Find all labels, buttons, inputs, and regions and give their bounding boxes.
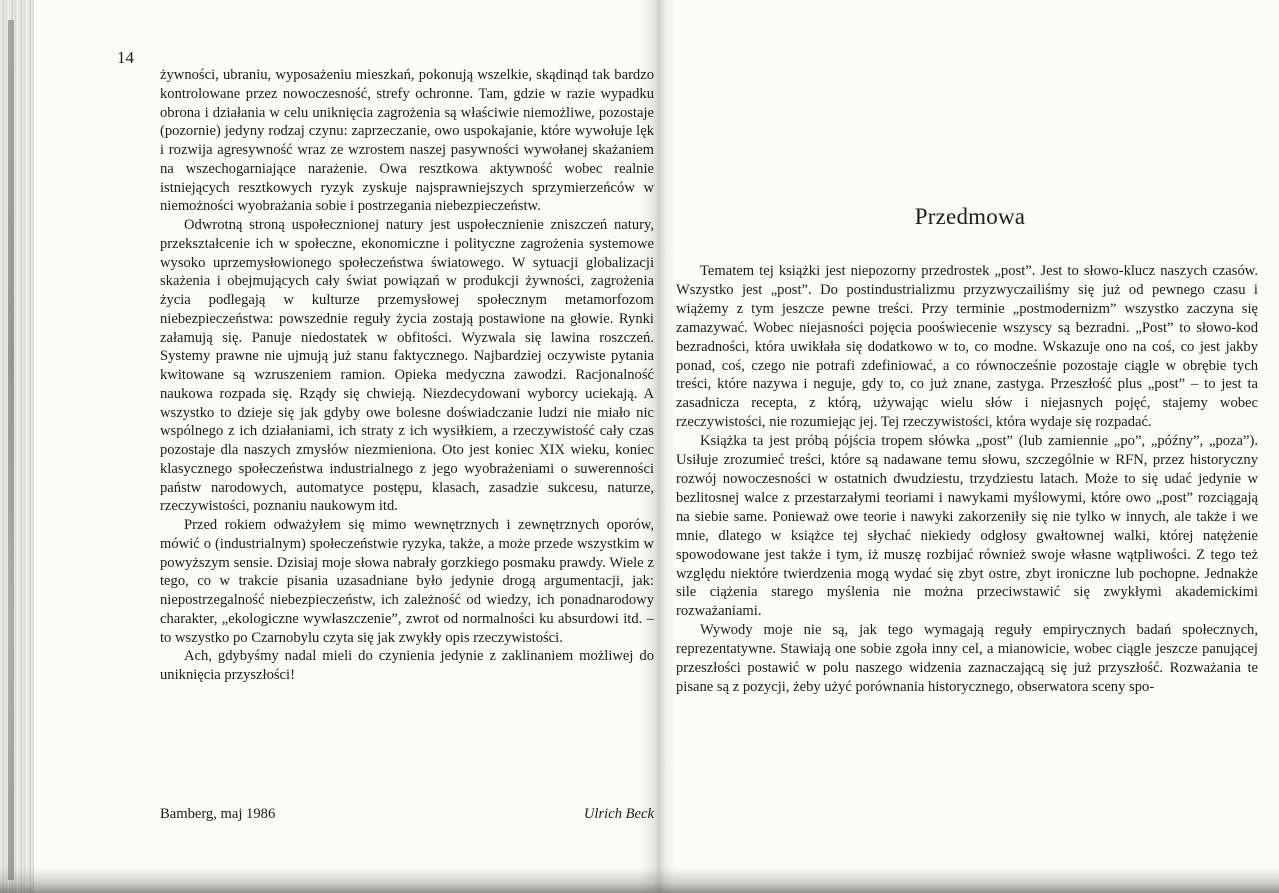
scan-bottom-shadow <box>0 868 1279 893</box>
right-paragraph-1: Tematem tej książki jest niepozorny przedrostek „post”. Jest to słowo-klucz naszych czasów. Wszystko jest „post”. Do postindustrializmu przyzwyczailiśmy się już od pewnego czasu i wiążemy z tym jeszcze pewne treści. Przy terminie „postmodernizm” wszystko zaczyna się zamazywać. Wobec niejasności pojęcia poоświecenie wszyscy są bezradni. „Post” to słowo-kod bezradności, która uwikłała się dodatkowo w to, co modne. Wskazuje ono na coś, co jest jakby ponad, coś, czego nie potrafi zdefiniować, a co równocześnie pozostaje ciągle w obrębie tych treści, które nazywa i neguje, gdy to, co już znane, zastyga. Przeszłość plus „post” – to jest ta zasadnicza recepta, z którą, używając wielu słów i niejasnych pojęć, stajemy wobec rzeczywistości, nie rozumiejąc jej. Tej rzeczywistości, która wydaje się rozpadać. <box>676 263 1258 431</box>
left-paragraph-4: Ach, gdybyśmy nadal mieli do czynienia jedynie z zaklinaniem możliwej do uniknięcia przyszłości! <box>160 648 654 683</box>
left-page-text <box>160 66 654 685</box>
left-paragraph-1: żywności, ubraniu, wyposażeniu mieszkań, pokonują wszelkie, skądinąd tak bardzo kontrolowane przez nowoczesność, strefy ochronne. Tam, gdzie w razie wypadku obrona i działania w celu uniknięcia zagrożenia są właściwie niemożliwe, pozostaje (pozornie) jedyny rodzaj czynu: zaprzeczanie, owo uspokajanie, które wywołuje lęk i rozwija agresywność wraz ze wzrostem naszej pasywności wywołanej skażaniem na wszechogarniające narażenie. Owa resztkowa aktywność wobec realnie istniejących resztkowych ryzyk zyskuje najsprawniejszych sprzymierzeńców w niemożności wyobrażania sobie i postrzegania niebezpieczeństw. <box>160 67 654 215</box>
right-paragraph-3: Wywody moje nie są, jak tego wymagają reguły empirycznych badań społecznych, reprezentatywne. Stawiają one sobie zgoła inny cel, a mianowicie, wobec ciągle jeszcze panującej przeszłości postawić w polu naszego widzenia zaznaczającą się już przyszłość. Rozważania te pisane są z pozycji, żeby użyć porównania historycznego, obserwatora sceny spo- <box>676 622 1258 695</box>
page-number: 14 <box>117 48 134 67</box>
signoff <box>160 806 654 823</box>
place-date: Bamberg, maj 1986 <box>160 806 276 822</box>
book-spine-shadow <box>0 0 34 893</box>
author-name: Ulrich Beck <box>583 806 654 822</box>
right-page-text <box>676 262 1258 697</box>
left-paragraph-3: Przed rokiem odważyłem się mimo wewnętrznych i zewnętrznych oporów, mówić o (industrialnym) społeczeństwie ryzyka, także, a może przede wszystkim w powyższym sensie. Dzisiaj moje słowa nabrały gorzkiego posmaku prawdy. Wiele z tego, co w trakcie pisania uzasadniane było jedynie drogą argumentacji, jak: niepostrzegalność niebezpieczeństw, ich zależność od wiedzy, ich ponadnarodowy charakter, „ekologiczne wywłaszczenie”, zwrot od normalności ku absurdowi itd. – to wszystko po Czarnobylu czyta się jak zwykły opis rzeczywistości. <box>160 517 654 646</box>
chapter-heading: Przedmowa <box>914 204 1026 229</box>
left-paragraph-2: Odwrotną stroną uspołecznionej natury jest uspołecznienie zniszczeń natury, przekształcenie ich w społeczne, ekonomiczne i polityczne zagrożenia systemowe wysoko uprzemysłowionego społeczeństwa światowego. W sytuacji globalizacji skażenia i obejmujących cały świat powiązań w produkcji żywności, zagrożenia życia podlegają w kulturze przemysłowej społecznym metamorfozom niebezpieczeństwa: powszednie reguły życia zostają postawione na głowie. Rynki załamują się. Panuje niedostatek w obfitości. Wyzwala się lawina roszczeń. Systemy prawne nie ujmują już stanu faktycznego. Najbardziej oczywiste pytania kwitowane są wzruszeniem ramion. Opieka medyczna zawodzi. Racjonalność naukowa rozpada się. Rządy się chwieją. Niezdecydowani wyborcy uciekają. A wszystko to dzieje się jak gdyby owe bolesne doświadczanie ludzi nie miało nic wspólnego z ich działaniami, ich straty z ich wysiłkiem, a rzeczywistość cały czas pozostaje dla naszych zmysłów niezmieniona. Oto jest koniec XIX wieku, koniec klasycznego społeczeństwa industrialnego z jego wyobrażeniami o suwerenności państw narodowych, automatyce postępu, klasach, zasadzie sukcesu, naturze, rzeczywistości, poznaniu naukowym itd. <box>160 217 654 515</box>
right-paragraph-2: Książka ta jest próbą pójścia tropem słówka „post” (lub zamiennie „po”, „późny”, „poza”). Usiłuje zrozumieć treści, które są nadawane temu słowu, szczególnie w RFN, przez historyczny rozwój nowoczesności w ostatnich dwudziestu, trzydziestu latach. Może to się udać jedynie w bezlitosnej walce z przestarzałymi teoriami i nawykami myślowymi, które owo „post” rozciągają na siebie same. Ponieważ owe teorie i nawyki zakorzeniły się nie tylko w innych, ale także i we mnie, dlatego w książce tej słychać niekiedy odgłosy gwałtownej walki, której natężenie spowodowane jest także i tym, iż muszę rozbijać również swoje własne wątpliwości. Z tego też względu niektóre twierdzenia mogą wydać się zbyt ostre, zbyt ironiczne lub pochopne. Jednakże sile ciążenia starego myślenia nie można przeciwstawić się zwykłymi akademickimi rozważaniami. <box>676 433 1258 620</box>
